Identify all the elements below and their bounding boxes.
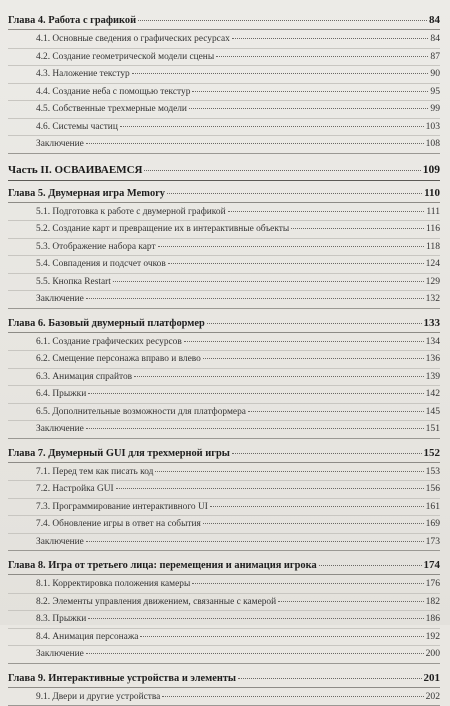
- dot-leader: [232, 452, 422, 454]
- toc-item-title: Заключение: [36, 421, 84, 438]
- toc-chapter-7: [8, 445, 440, 552]
- toc-item-page: 99: [430, 101, 440, 118]
- dot-leader: [162, 695, 423, 697]
- chapter-title: Глава 9. Интерактивные устройства и элементы: [8, 670, 236, 687]
- chapter-title: Глава 6. Базовый двумерный платформер: [8, 315, 205, 332]
- toc-item: [8, 136, 440, 153]
- dot-leader: [86, 142, 424, 144]
- chapter-heading: [8, 12, 440, 30]
- toc-item-title: 4.5. Собственные трехмерные модели: [36, 101, 187, 118]
- toc-item-title: 5.1. Подготовка к работе с двумерной графикой: [36, 204, 226, 221]
- toc-item-page: 200: [426, 646, 440, 663]
- toc-item: [8, 49, 440, 67]
- dot-leader: [278, 600, 423, 602]
- chapter-page: 201: [424, 670, 441, 687]
- dot-leader: [88, 392, 423, 394]
- toc-item: [8, 629, 440, 647]
- toc-chapter-6: [8, 315, 440, 439]
- toc-item: [8, 516, 440, 534]
- dot-leader: [113, 280, 424, 282]
- dot-leader: [132, 72, 429, 74]
- dot-leader: [192, 582, 423, 584]
- chapter-title: Глава 4. Работа с графикой: [8, 12, 136, 29]
- toc-item-title: 5.3. Отображение набора карт: [36, 239, 156, 256]
- toc-item-title: 8.4. Анимация персонажа: [36, 629, 138, 646]
- toc-item: [8, 291, 440, 308]
- chapter-heading: [8, 557, 440, 575]
- toc-item-title: 7.2. Настройка GUI: [36, 481, 114, 498]
- toc-item-page: 142: [426, 386, 440, 403]
- toc-item-title: 4.2. Создание геометрической модели сцены: [36, 49, 214, 66]
- toc-item: [8, 386, 440, 404]
- chapter-heading: [8, 185, 440, 203]
- chapter-page: 174: [424, 557, 441, 574]
- part-title: Часть II. ОСВАИВАЕМСЯ: [8, 160, 142, 180]
- toc-item: [8, 256, 440, 274]
- dot-leader: [184, 340, 424, 342]
- toc-item-title: 6.1. Создание графических ресурсов: [36, 334, 182, 351]
- chapter-heading: [8, 315, 440, 333]
- toc-item-title: 8.2. Элементы управления движением, связанные с камерой: [36, 594, 276, 611]
- dot-leader: [140, 635, 423, 637]
- toc-chapter-5: [8, 185, 440, 309]
- toc-item-title: 6.5. Дополнительные возможности для платформера: [36, 404, 246, 421]
- toc-chapter-8: [8, 557, 440, 664]
- part-page: 109: [423, 160, 440, 180]
- toc-item: [8, 334, 440, 352]
- dot-leader: [216, 55, 428, 57]
- toc-item-page: 103: [426, 119, 440, 136]
- toc-item: [8, 31, 440, 49]
- toc-item-title: 7.4. Обновление игры в ответ на события: [36, 516, 201, 533]
- toc-item: [8, 464, 440, 482]
- toc-item-title: 4.4. Создание неба с помощью текстур: [36, 84, 190, 101]
- toc-item-page: 108: [426, 136, 440, 153]
- dot-leader: [228, 210, 425, 212]
- toc-item-page: 136: [426, 351, 440, 368]
- toc-item: [8, 404, 440, 422]
- toc-item: [8, 611, 440, 629]
- toc-item-title: 8.3. Прыжки: [36, 611, 86, 628]
- toc-item: [8, 84, 440, 102]
- chapter-page: 133: [424, 315, 441, 332]
- toc-item: [8, 351, 440, 369]
- chapter-page: 110: [424, 185, 440, 202]
- part-heading: [8, 160, 440, 181]
- toc-item-page: 84: [430, 31, 440, 48]
- chapter-title: Глава 7. Двумерный GUI для трехмерной игры: [8, 445, 230, 462]
- dot-leader: [86, 540, 424, 542]
- toc-item-title: 5.2. Создание карт и превращение их в интерактивные объекты: [36, 221, 289, 238]
- dot-leader: [192, 90, 428, 92]
- toc-item-page: 132: [426, 291, 440, 308]
- toc-item-title: 4.3. Наложение текстур: [36, 66, 130, 83]
- toc-item-page: 124: [426, 256, 440, 273]
- dot-leader: [86, 297, 424, 299]
- toc-item-page: 151: [426, 421, 440, 438]
- dot-leader: [207, 322, 422, 324]
- dot-leader: [86, 652, 424, 654]
- dot-leader: [167, 192, 422, 194]
- dot-leader: [158, 245, 424, 247]
- toc-item-title: 6.3. Анимация спрайтов: [36, 369, 132, 386]
- dot-leader: [238, 677, 421, 679]
- dot-leader: [210, 505, 424, 507]
- toc-item-page: 116: [426, 221, 440, 238]
- dot-leader: [120, 125, 424, 127]
- toc-item-page: 156: [426, 481, 440, 498]
- toc-item-page: 118: [426, 239, 440, 256]
- toc-part-2: [8, 160, 440, 181]
- toc-item-title: Заключение: [36, 136, 84, 153]
- chapter-heading: [8, 445, 440, 463]
- toc-item-page: 134: [426, 334, 440, 351]
- toc-item: [8, 239, 440, 257]
- toc-item-page: 173: [426, 534, 440, 551]
- toc-item-page: 129: [426, 274, 440, 291]
- toc-item: [8, 221, 440, 239]
- toc-item-page: 176: [426, 576, 440, 593]
- toc-item: [8, 534, 440, 551]
- toc-item: [8, 204, 440, 222]
- toc-item-title: 8.1. Корректировка положения камеры: [36, 576, 190, 593]
- dot-leader: [138, 19, 427, 21]
- toc-chapter-9: [8, 670, 440, 706]
- toc-item: [8, 499, 440, 517]
- toc-item: [8, 274, 440, 292]
- toc-item-title: 5.4. Совпадения и подсчет очков: [36, 256, 166, 273]
- toc-item-page: 182: [426, 594, 440, 611]
- toc-item-title: 6.4. Прыжки: [36, 386, 86, 403]
- toc-item: [8, 576, 440, 594]
- toc-item-page: 169: [426, 516, 440, 533]
- toc-chapter-4: [8, 12, 440, 154]
- toc-item-page: 202: [426, 689, 440, 706]
- toc-item-title: Заключение: [36, 291, 84, 308]
- toc-item-title: Заключение: [36, 534, 84, 551]
- toc-item: [8, 119, 440, 137]
- toc-item: [8, 66, 440, 84]
- toc-item-title: 7.1. Перед тем как писать код: [36, 464, 153, 481]
- toc-item-page: 87: [430, 49, 440, 66]
- toc-item-page: 139: [426, 369, 440, 386]
- toc-item: [8, 101, 440, 119]
- dot-leader: [319, 564, 422, 566]
- toc-item-title: 4.1. Основные сведения о графических ресурсах: [36, 31, 230, 48]
- toc-item-page: 186: [426, 611, 440, 628]
- toc-item-title: 5.5. Кнопка Restart: [36, 274, 111, 291]
- toc-item: [8, 369, 440, 387]
- toc-item-page: 145: [426, 404, 440, 421]
- dot-leader: [203, 522, 424, 524]
- toc-item-title: 4.6. Системы частиц: [36, 119, 118, 136]
- dot-leader: [88, 617, 423, 619]
- dot-leader: [232, 37, 429, 39]
- toc-item-title: 7.3. Программирование интерактивного UI: [36, 499, 208, 516]
- dot-leader: [168, 262, 424, 264]
- toc-item-page: 161: [426, 499, 440, 516]
- dot-leader: [116, 487, 424, 489]
- toc-item: [8, 481, 440, 499]
- chapter-page: 84: [429, 12, 440, 29]
- chapter-heading: [8, 670, 440, 688]
- dot-leader: [144, 169, 420, 171]
- dot-leader: [134, 375, 424, 377]
- toc-item: [8, 421, 440, 438]
- toc-item-title: 6.2. Смещение персонажа вправо и влево: [36, 351, 201, 368]
- toc-item-page: 153: [426, 464, 440, 481]
- chapter-title: Глава 5. Двумерная игра Memory: [8, 185, 165, 202]
- dot-leader: [203, 357, 424, 359]
- dot-leader: [86, 427, 424, 429]
- chapter-title: Глава 8. Игра от третьего лица: перемещения и анимация игрока: [8, 557, 317, 574]
- toc-item: [8, 646, 440, 663]
- chapter-page: 152: [424, 445, 441, 462]
- toc-item-page: 95: [430, 84, 440, 101]
- toc-item-title: Заключение: [36, 646, 84, 663]
- toc-item: [8, 689, 440, 706]
- dot-leader: [155, 470, 423, 472]
- toc-item: [8, 594, 440, 612]
- dot-leader: [291, 227, 424, 229]
- toc-item-page: 111: [426, 204, 440, 221]
- dot-leader: [189, 107, 428, 109]
- dot-leader: [248, 410, 424, 412]
- toc-item-title: 9.1. Двери и другие устройства: [36, 689, 160, 706]
- toc-item-page: 90: [430, 66, 440, 83]
- toc-item-page: 192: [426, 629, 440, 646]
